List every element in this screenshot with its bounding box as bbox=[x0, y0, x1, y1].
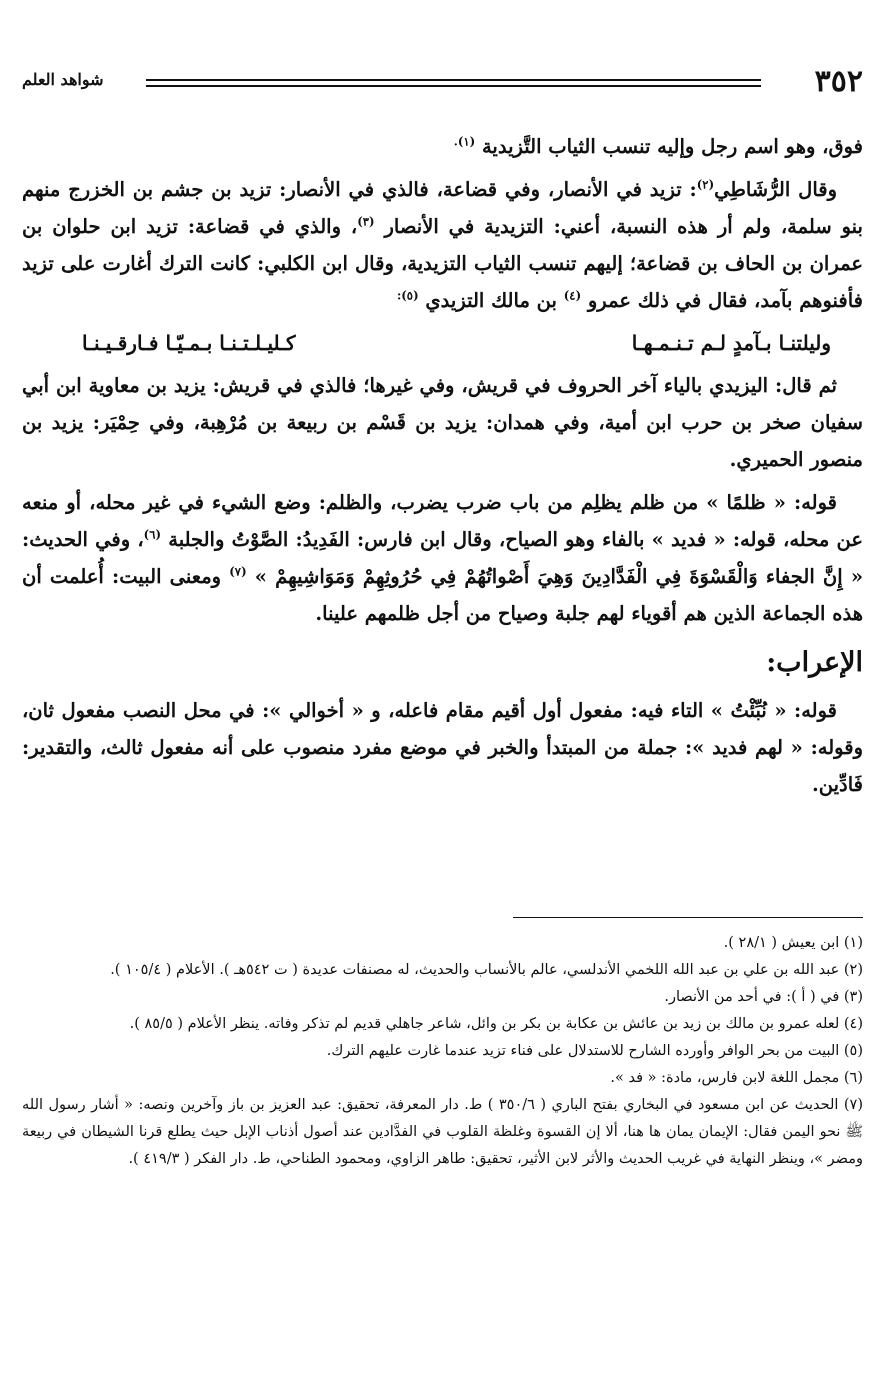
paragraph-3: ثم قال: اليزيدي بالياء آخر الحروف في قريش، وفي غيرها؛ فالذي في قريش: يزيد بن معاوية ابن أبي سفيان صخر بن حرب ابن أمية، وفي همدان: يزيد بن قَسْم بن ربيعة بن مُرْهِبة، وفي حِمْيَر: يزيد بن منصور الحميري. bbox=[22, 374, 863, 471]
footnote-5: (٥) البيت من بحر الوافر وأورده الشارح للاستدلال على فناء تزيد عندما غارت عليهم الترك. bbox=[326, 1043, 863, 1059]
paragraph-4: قوله: « ظلمًا » من ظلم يظلِم من باب ضرب يضرب، والظلم: وضع الشيء في غير محله، أو منعه عن محله، قوله: « فديد » بالفاء وهو الصياح، وقال ابن فارس: الفَدِيدُ: الصَّوْتُ والجلبة $^{(٦)}$، وفي الحديث: « إِنَّ الجفاء وَالْقَسْوَةَ فِي الْفَدَّادِينَ وَهِيَ أَصْواتُهُمْ فِي حُرُوثِهِمْ وَمَوَاشِيهِمْ » $^{(٧)}$ ومعنى البيت: أُعلمت أن هذه الجماعة الذين هم أقوياء لهم جلبة وصياح من أجل ظلمهم علينا. bbox=[22, 491, 864, 625]
paragraph-2: وقال الرُّشَاطِي$^{(٢)}$: تزيد في الأنصار، وفي قضاعة، فالذي في الأنصار: تزيد بن جشم بن الخزرج منهم بنو سلمة، ولم أر هذه النسبة، أعني: التزيدية في الأنصار $^{(٣)}$، والذي في قضاعة: تزيد ابن حلوان بن عمران بن الحاف بن قضاعة؛ إليهم تنسب الثياب التزيدية، وقال ابن الكلبي: كانت الترك أغارت على تزيد فأفنوهم بآمد، فقال في ذلك عمرو $^{(٤)}$ بن مالك التزيدي $^{(٥):}$ bbox=[22, 177, 863, 312]
footnotes bbox=[22, 930, 863, 1173]
footnote-6: (٦) مجمل اللغة لابن فارس، مادة: « فد ». bbox=[610, 1070, 863, 1086]
footnote-ref-1: (١). bbox=[453, 134, 476, 149]
footnote-1: (١) ابن يعيش ( ٢٨/١ ). bbox=[723, 935, 863, 951]
footnote-ref-5: (٥): bbox=[396, 288, 419, 303]
footnote-separator bbox=[513, 917, 863, 918]
page-header bbox=[22, 62, 863, 112]
footnote-ref-7: (٧) bbox=[229, 564, 247, 579]
poetry-verse bbox=[22, 319, 863, 367]
running-title: شواهد العلم bbox=[22, 70, 104, 89]
paragraph-1: فوق، وهو اسم رجل وإليه تنسب الثياب التَّزيدية $^{(١).}$ bbox=[453, 134, 863, 158]
section-heading: الإعراب: bbox=[766, 647, 863, 678]
main-text bbox=[22, 128, 863, 803]
footnote-2: (٢) عبد الله بن علي بن عبد الله اللخمي الأندلسي، عالم بالأنساب والحديث، له مصنفات عديدة ( ت ٥٤٢هـ ). الأعلام ( ١٠٥/٤ ). bbox=[110, 962, 863, 978]
footnote-ref-4: (٤) bbox=[563, 288, 582, 303]
paragraph-5: قوله: « نُبِّئْتُ » التاء فيه: مفعول أول أقيم مقام فاعله، و « أخوالي »: في محل النصب مفعول ثان، وقوله: « لهم فديد »: جملة من المبتدأ والخبر في موضع مفرد منصوب على أنه مفعول ثالث، والتقدير: فَادِّين. bbox=[22, 699, 863, 796]
header-rule bbox=[146, 79, 761, 87]
footnote-3: (٣) في ( أ ): في أحد من الأنصار. bbox=[664, 989, 863, 1005]
page-number: ٣٥٢ bbox=[814, 64, 863, 99]
footnote-ref-2: (٢) bbox=[696, 177, 715, 192]
verse-second-hemistich: كـليـلـتـنـا بـمـيّـا فـارقـيـنـا bbox=[82, 331, 296, 355]
verse-first-hemistich: وليلتنـا بـآمدٍ لـم تـنـمـهـا bbox=[631, 331, 831, 355]
footnote-ref-3: (٣) bbox=[357, 214, 375, 229]
footnote-7: (٧) الحديث عن ابن مسعود في البخاري بفتح الباري ( ٣٥٠/٦ ) ط. دار المعرفة، تحقيق: عبد العزيز بن باز وآخرين ونصه: « أشار رسول الله ﷺ نحو اليمن فقال: الإيمان يمان ها هنا، ألا إن القسوة وغلظة القلوب في الفدَّادين عند أصول أذناب الإبل حيث يطلع قرنا الشيطان في ربيعة ومضر »، وينظر النهاية في غريب الحديث والأثر لابن الأثير، تحقيق: طاهر الزاوي، ومحمود الطناحي، ط. دار الفكر ( ٤١٩/٣ ). bbox=[22, 1097, 864, 1167]
footnote-4: (٤) لعله عمرو بن مالك بن زيد بن عائش بن عكابة بن بكر بن وائل، شاعر جاهلي قديم لم تذكر وفاته. ينظر الأعلام ( ٨٥/٥ ). bbox=[129, 1016, 863, 1032]
footnote-ref-6: (٦) bbox=[143, 527, 162, 542]
